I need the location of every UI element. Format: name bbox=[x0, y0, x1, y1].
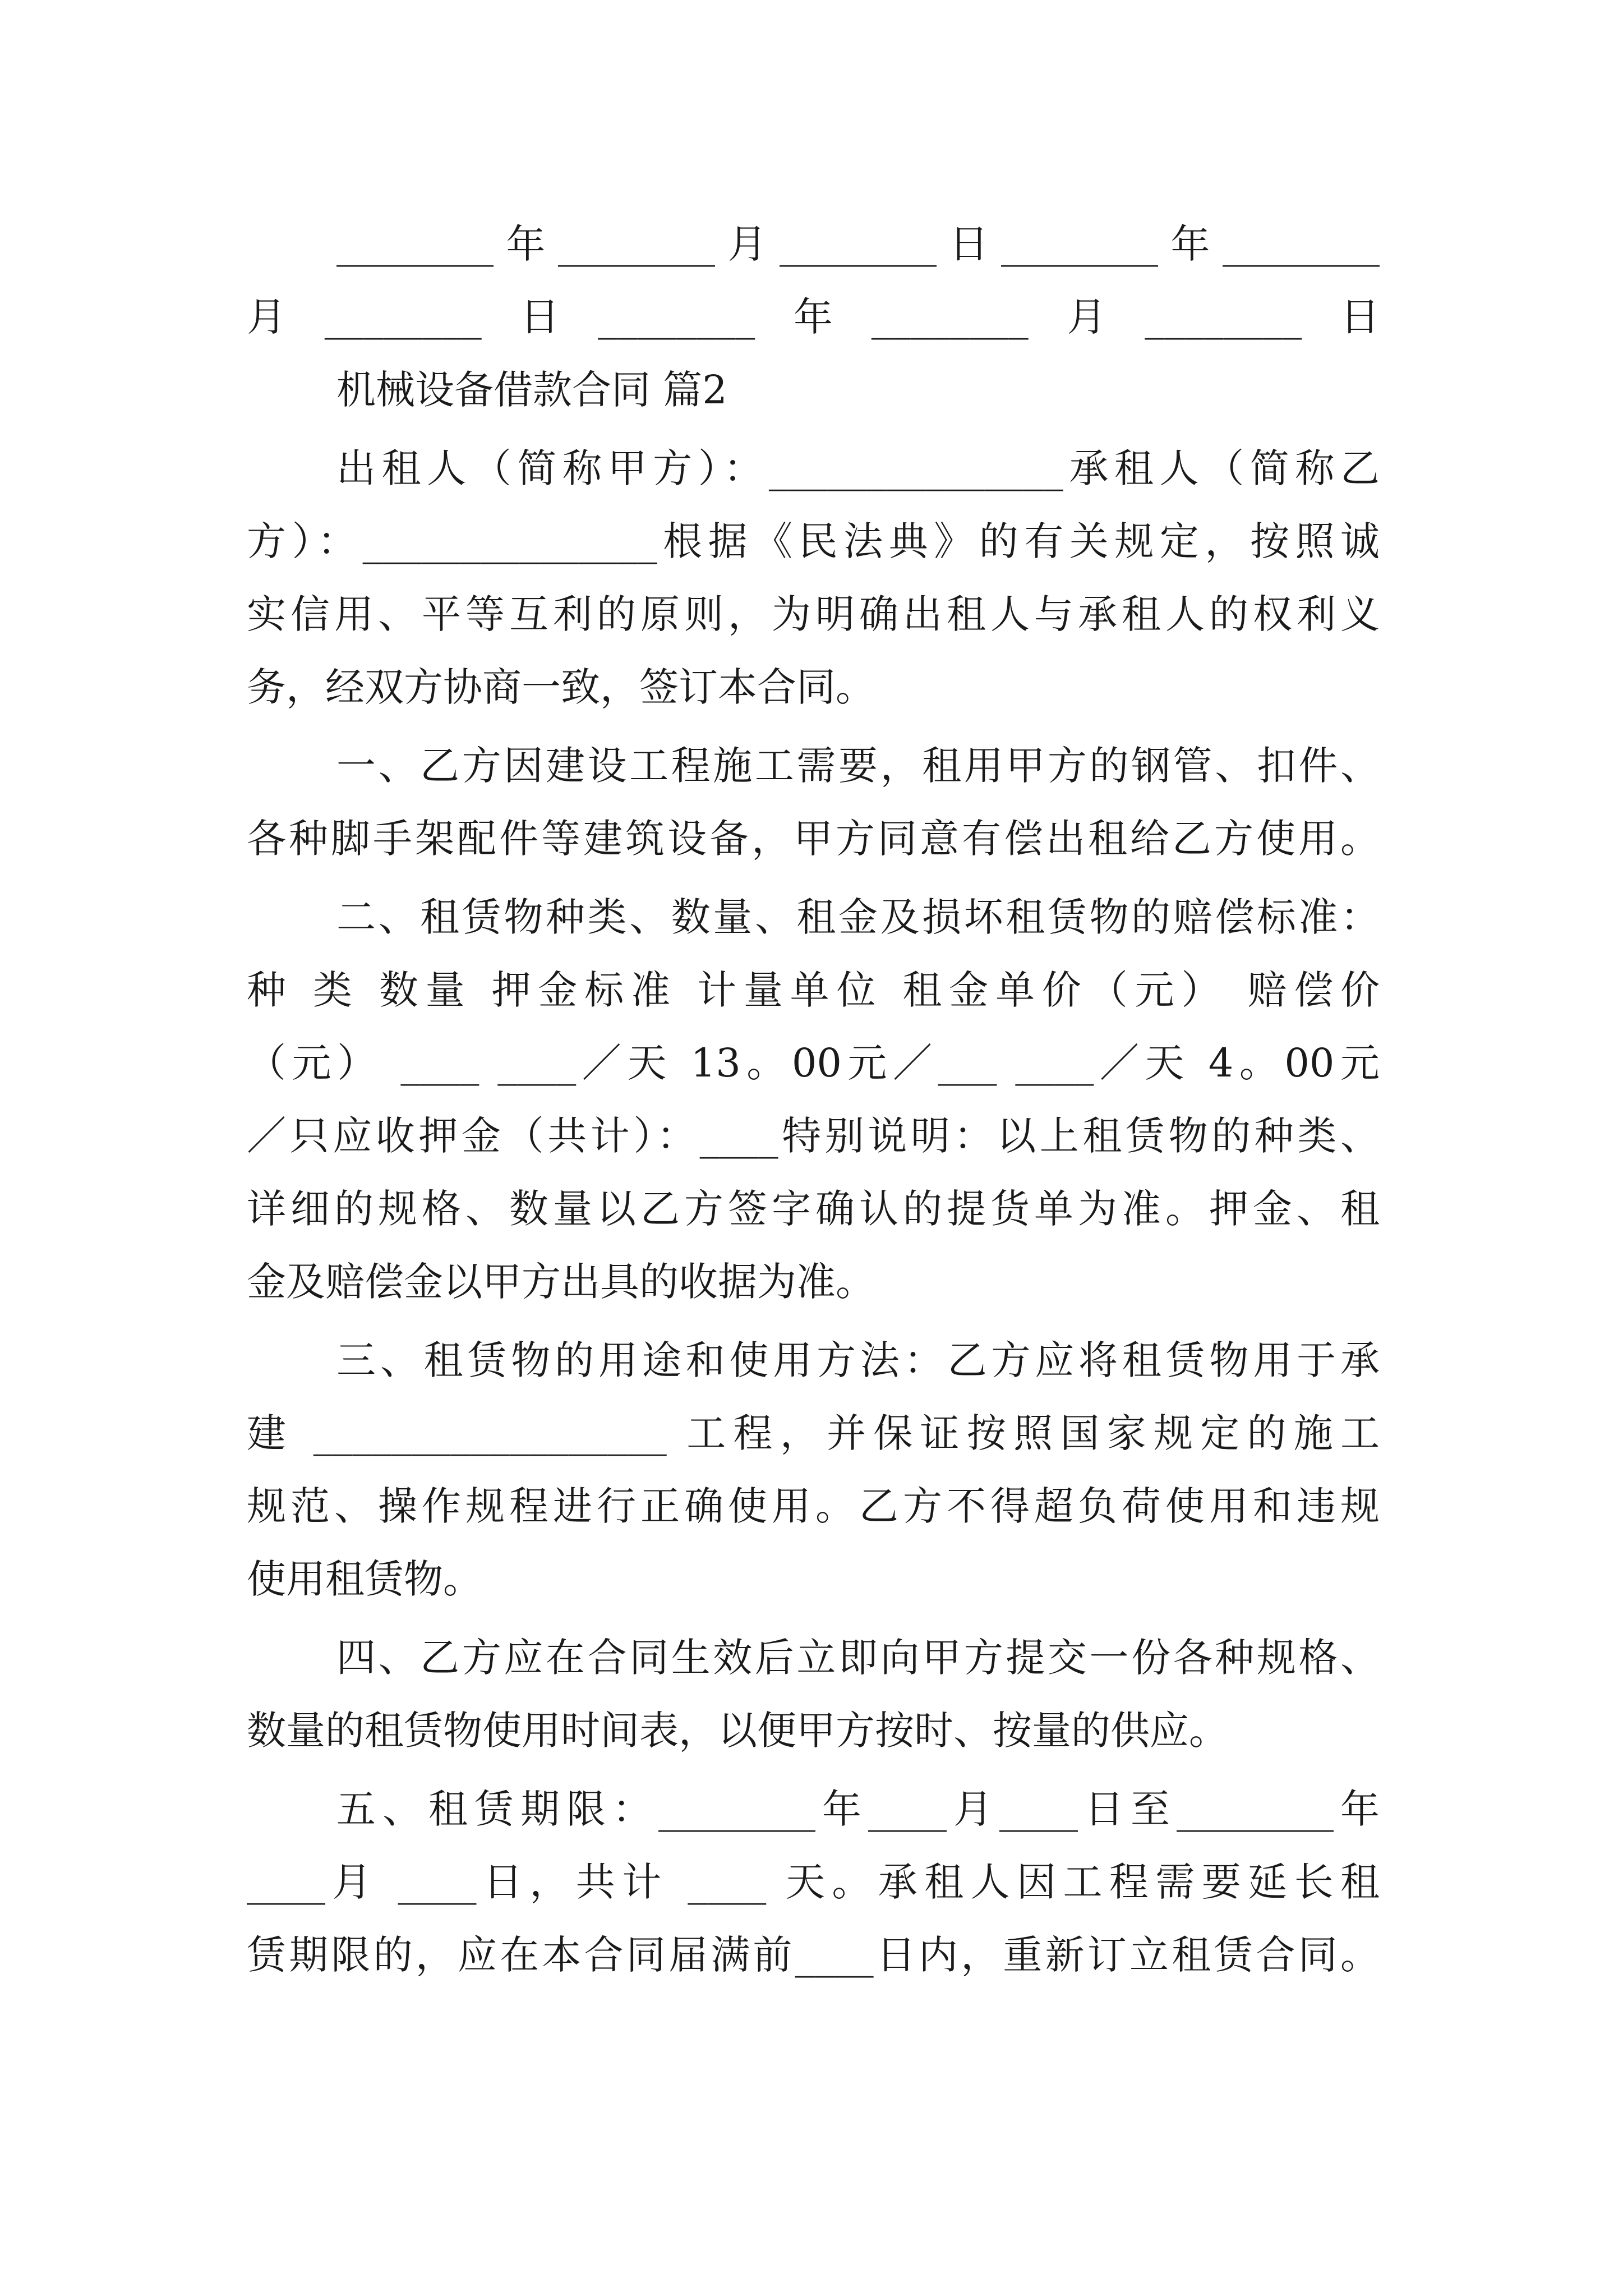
text-line: 详细的规格、数量以乙方签字确认的提货单为准。押金、租 bbox=[247, 1186, 1380, 1232]
text-line-date-blanks-1: ________年________月________日________年________ bbox=[336, 221, 1380, 267]
text-line: 务，经双方协商一致，签订本合同。 bbox=[247, 664, 875, 710]
text-line: 方）：_______________根据《民法典》的有关规定，按照诚 bbox=[247, 518, 1380, 564]
text-line-parties: 出租人（简称甲方）：_______________承租人（简称乙 bbox=[336, 445, 1380, 491]
text-line: 实信用、平等互利的原则，为明确出租人与承租人的权利义 bbox=[247, 591, 1380, 637]
section-title: 机械设备借款合同 篇2 bbox=[336, 367, 727, 413]
text-line-date-blanks-2: 月________日________年________月________日 bbox=[247, 294, 1380, 340]
clause-4-line: 四、乙方应在合同生效后立即向甲方提交一份各种规格、 bbox=[336, 1635, 1380, 1681]
text-line: ／只应收押金（共计）：____特别说明：以上租赁物的种类、 bbox=[247, 1113, 1380, 1159]
clause-2-line: 二、租赁物种类、数量、租金及损坏租赁物的赔偿标准： bbox=[336, 894, 1380, 940]
clause-3-line: 三、租赁物的用途和使用方法：乙方应将租赁物用于承 bbox=[336, 1337, 1380, 1383]
text-line: 赁期限的，应在本合同届满前____日内，重新订立租赁合同。 bbox=[247, 1932, 1380, 1978]
text-line: 金及赔偿金以甲方出具的收据为准。 bbox=[247, 1259, 875, 1305]
text-line: 规范、操作规程进行正确使用。乙方不得超负荷使用和违规 bbox=[247, 1483, 1380, 1529]
table-header-line: 种 类 数量 押金标准 计量单位 租金单价（元） 赔偿价 bbox=[247, 967, 1380, 1013]
clause-5-line: 五、租赁期限：________年____月____日至________年 bbox=[336, 1786, 1380, 1832]
clause-1-line: 一、乙方因建设工程施工需要，租用甲方的钢管、扣件、 bbox=[336, 743, 1380, 789]
text-line: 使用租赁物。 bbox=[247, 1556, 482, 1602]
text-line: 数量的租赁物使用时间表，以便甲方按时、按量的供应。 bbox=[247, 1708, 1228, 1754]
text-line: ____月 ____日，共计 ____ 天。承租人因工程需要延长租 bbox=[247, 1859, 1380, 1905]
text-line: 各种脚手架配件等建筑设备，甲方同意有偿出租给乙方使用。 bbox=[247, 816, 1380, 862]
text-line: 建 __________________ 工程，并保证按照国家规定的施工 bbox=[247, 1410, 1380, 1456]
text-line: （元） ____ ____／天 13。00元／___ ____／天 4。00元 bbox=[247, 1040, 1380, 1086]
